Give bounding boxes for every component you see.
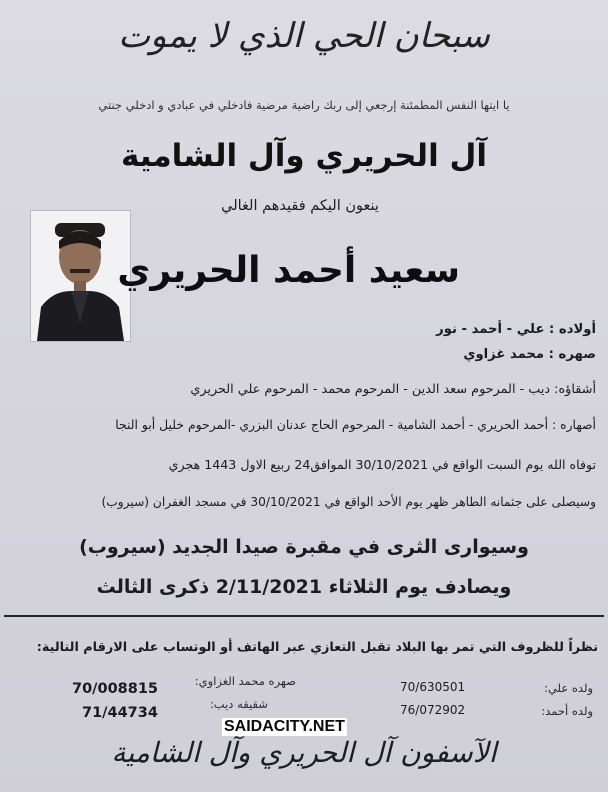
family-title: آل الحريري وآل الشامية [120, 138, 488, 174]
quran-verse: يا ايتها النفس المطمئنة إرجعي إلى ربك راضية مرضية فادخلي في عبادي و ادخلي جنتي [98, 98, 510, 112]
prayer-line: وسيصلى على جثمانه الطاهر ظهر يوم الأحد الواقع في 30/10/2021 في مسجد الغفران (سيروب) [101, 495, 596, 509]
contact-number: 76/072902 [400, 703, 466, 717]
deceased-name: سعيد أحمد الحريري [117, 250, 460, 291]
death-date-line: توفاه الله يوم السبت الواقع في 30/10/2021 الموافق24 ربيع الاول 1443 هجري [168, 457, 596, 472]
watermark: SAIDACITY.NET [224, 718, 345, 735]
announcement: ينعون اليكم فقيدهم الغالي [221, 198, 379, 214]
contact-number: 71/44734 [82, 705, 158, 721]
portrait-photo-icon [31, 211, 130, 341]
brothers-line: أشقاؤه: ديب - المرحوم سعد الدين - المرحوم محمد - المرحوم علي الحريري [190, 382, 596, 397]
portrait-photo [30, 210, 131, 342]
third-day-line: ويصادف يوم الثلاثاء 2/11/2021 ذكرى الثالث [96, 576, 512, 598]
contact-number: 70/008815 [72, 681, 159, 697]
contact-label: شقيقه ديب: [209, 697, 268, 711]
contact-number: 70/630501 [400, 680, 466, 694]
condolence-note: نظراً للظروف التي تمر بها البلاد تقبل التعازي عبر الهاتف أو الوتساب على الارقام التالية: [36, 640, 598, 655]
contact-label: ولده علي: [544, 681, 593, 695]
closing-line: الآسفون آل الحريري وآل الشامية [111, 736, 497, 769]
in-laws-line: أصهاره : أحمد الحريري - أحمد الشامية - المرحوم الحاج عدنان البزري -المرحوم خليل أبو النجا [115, 417, 596, 432]
contact-label: صهره محمد الغزاوي: [194, 674, 296, 688]
burial-line: وسيوارى الثرى في مقبرة صيدا الجديد (سيروب) [79, 536, 529, 558]
contact-label: ولده أحمد: [541, 704, 593, 718]
divider [4, 615, 604, 617]
son-in-law-line: صهره : محمد غزاوي [463, 347, 596, 362]
sons-line: أولاده : علي - أحمد - نور [436, 322, 596, 337]
header-verse: سبحان الحي الذي لا يموت [118, 16, 490, 56]
